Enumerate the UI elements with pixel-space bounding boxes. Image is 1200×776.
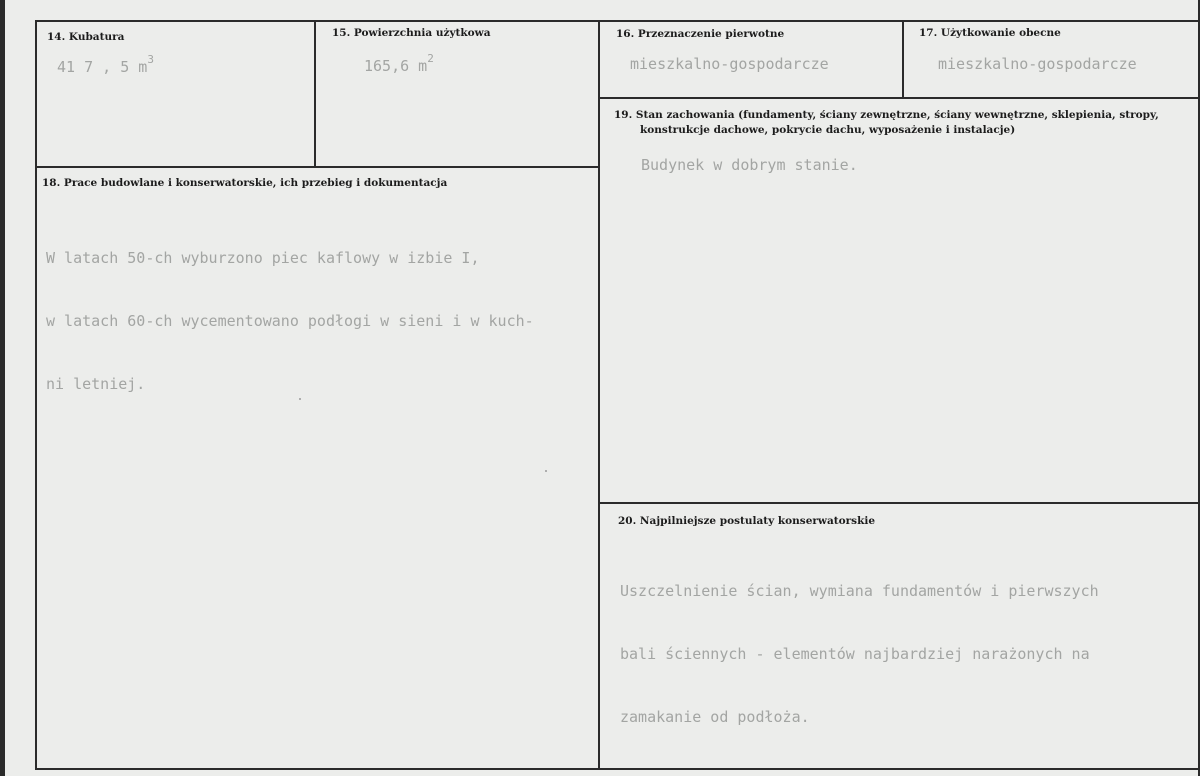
- form-sheet: [5, 0, 1198, 776]
- line-below-14-15: [35, 166, 600, 168]
- field-18-line-1: W latach 50-ch wyburzono piec kaflowy w izbie I,: [46, 249, 480, 267]
- field-16-label: 16. Przeznaczenie pierwotne: [616, 28, 785, 40]
- line-below-16-17: [598, 97, 1198, 99]
- field-20-line-2: bali ściennych - elementów najbardziej narażonych na: [620, 645, 1090, 663]
- field-19-value: Budynek w dobrym stanie.: [641, 156, 858, 174]
- field-14-value: [57, 53, 154, 79]
- field-15-label: 15. Powierzchnia użytkowa: [332, 27, 491, 39]
- field-16-value: mieszkalno-gospodarcze: [630, 55, 829, 73]
- field-20-line-3: zamakanie od podłoża.: [620, 708, 810, 726]
- field-18-line-3: ni letniej.: [46, 375, 146, 393]
- left-border: [35, 20, 37, 770]
- top-border: [35, 20, 1198, 22]
- field-20-text: [620, 539, 1099, 770]
- field-14-unit-exponent: 3: [147, 53, 154, 66]
- field-18-label: 18. Prace budowlane i konserwatorskie, ich przebieg i dokumentacja: [42, 177, 448, 189]
- paper-speck: [299, 398, 301, 400]
- field-14-label: 14. Kubatura: [47, 31, 125, 43]
- field-20-label: 20. Najpilniejsze postulaty konserwatorskie: [618, 515, 876, 527]
- divider-16-17: [902, 20, 904, 98]
- field-19-label-line-1: 19. Stan zachowania (fundamenty, ściany zewnętrzne, ściany wewnętrzne, sklepienia, stropy,: [614, 109, 1159, 121]
- divider-14-15: [314, 20, 316, 167]
- field-17-value: mieszkalno-gospodarcze: [938, 55, 1137, 73]
- paper-speck: [545, 470, 547, 472]
- field-15-number: 165,6 m: [364, 57, 428, 75]
- field-20-line-1: Uszczelnienie ścian, wymiana fundamentów i pierwszych: [620, 582, 1099, 600]
- field-19-label-line-2: konstrukcje dachowe, pokrycie dachu, wyposażenie i instalacje): [640, 124, 1016, 136]
- field-14-number: 41 7 , 5 m: [57, 58, 148, 76]
- divider-15-16: [598, 20, 600, 770]
- field-17-label: 17. Użytkowanie obecne: [919, 27, 1061, 39]
- field-15-unit-exponent: 2: [427, 52, 434, 65]
- field-19-label: [614, 108, 1159, 138]
- field-18-text: [46, 206, 534, 437]
- field-15-value: [364, 52, 434, 78]
- line-above-20: [598, 502, 1198, 504]
- field-18-line-2: w latach 60-ch wycementowano podłogi w sieni i w kuch-: [46, 312, 534, 330]
